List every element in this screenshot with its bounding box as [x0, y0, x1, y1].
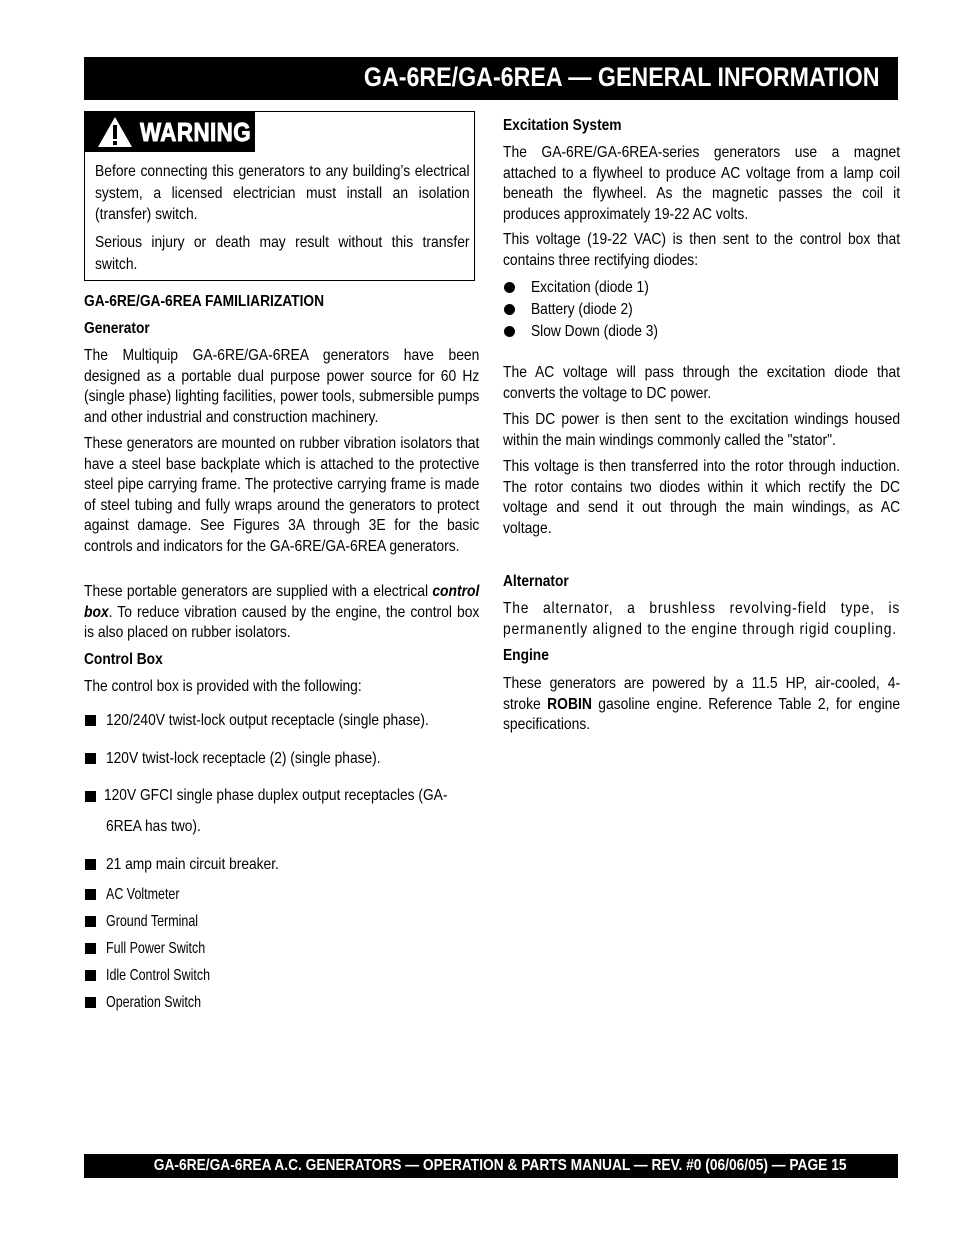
- list-item: AC Voltmeter: [106, 886, 180, 903]
- warning-label: WARNING: [140, 117, 252, 147]
- list-item: Excitation (diode 1): [531, 279, 649, 296]
- warning-text-2: Serious injury or death may result without this transfer switch.: [95, 234, 470, 273]
- list-item: Slow Down (diode 3): [531, 323, 658, 340]
- list-bullet: [504, 282, 515, 293]
- list-bullet: [504, 326, 515, 337]
- engine-heading: Engine: [503, 647, 549, 664]
- footer-text: GA-6RE/GA-6REA A.C. GENERATORS — OPERATION & PARTS MANUAL — REV. #0 (06/06/05) — PAGE 15: [153, 1157, 846, 1174]
- control-box-emphasis: control box: [84, 583, 480, 621]
- list-item: 120V GFCI single phase duplex output receptacles (GA-: [104, 787, 448, 804]
- engine-paragraph: These generators are powered by a 11.5 HP, air-cooled, 4-stroke ROBIN gasoline engine. Reference Table 2, for engine specifications.: [503, 675, 901, 733]
- generator-paragraph-1: The Multiquip GA-6RE/GA-6REA generators have been designed as a portable dual purpose power source for 60 Hz (single phase) lighting facilities, power tools, submersible pumps and other industrial and construction machinery.: [84, 347, 480, 426]
- list-item: Operation Switch: [106, 994, 202, 1011]
- alternator-paragraph: The alternator, a brushless revolving-field type, is permanently aligned to the engine through rigid coupling.: [503, 600, 901, 638]
- generator-paragraph-3: These portable generators are supplied with a electrical control box. To reduce vibration caused by the engine, the control box is also placed on rubber isolators.: [84, 583, 480, 641]
- warning-text-1: Before connecting this generators to any building’s electrical system, a licensed electrician must install an isolation (transfer) switch.: [95, 163, 470, 223]
- list-bullet: [85, 715, 96, 726]
- excitation-paragraph-1: The GA-6RE/GA-6REA-series generators use a magnet attached to a flywheel to produce AC voltage from a lamp coil beneath the flywheel. As the magnetic passes the coil it produces approximately 19-22 AC volts.: [503, 144, 901, 223]
- excitation-paragraph-3: The AC voltage will pass through the excitation diode that converts the voltage to DC power.: [503, 364, 901, 402]
- alternator-heading: Alternator: [503, 573, 569, 590]
- excitation-paragraph-4: This DC power is then sent to the excitation windings housed within the main windings commonly called the "stator".: [503, 411, 901, 449]
- list-item: Ground Terminal: [106, 913, 199, 930]
- list-bullet: [85, 753, 96, 764]
- generator-heading: Generator: [84, 320, 150, 337]
- list-bullet: [85, 970, 96, 981]
- robin-brand: ROBIN: [547, 695, 592, 713]
- excitation-paragraph-5: This voltage is then transferred into the rotor through induction. The rotor contains two diodes within it which rectify the DC voltage and send it out through the main windings, as AC voltage.: [503, 458, 901, 537]
- warning-triangle-icon: [97, 116, 133, 148]
- list-bullet: [85, 997, 96, 1008]
- list-item: 120/240V twist-lock output receptacle (single phase).: [106, 712, 429, 729]
- list-item: 21 amp main circuit breaker.: [106, 856, 279, 873]
- list-item: Full Power Switch: [106, 940, 206, 957]
- page-title: GA-6RE/GA-6REA — GENERAL INFORMATION: [364, 62, 880, 92]
- warning-badge: [85, 112, 255, 152]
- list-bullet: [85, 943, 96, 954]
- control-box-heading: Control Box: [84, 651, 163, 668]
- control-box-intro: The control box is provided with the following:: [84, 678, 362, 695]
- excitation-heading: Excitation System: [503, 117, 622, 134]
- section-title: GA-6RE/GA-6REA FAMILIARIZATION: [84, 293, 325, 310]
- list-bullet: [85, 889, 96, 900]
- list-item: Idle Control Switch: [106, 967, 211, 984]
- list-item: 120V twist-lock receptacle (2) (single phase).: [106, 750, 381, 767]
- generator-paragraph-2: These generators are mounted on rubber vibration isolators that have a steel base backplate which is attached to the protective steel pipe carrying frame. The protective carrying frame is made of steel tubing and fully wraps around the generators to protect against damage. See Figures 3A through 3E for the basic controls and indicators for the GA-6RE/GA-6REA generators.: [84, 435, 480, 555]
- list-item-continuation: 6REA has two).: [106, 818, 201, 835]
- page-title-bar: [84, 57, 898, 100]
- footer-bar: [84, 1154, 898, 1178]
- list-bullet: [85, 916, 96, 927]
- list-item: Battery (diode 2): [531, 301, 633, 318]
- warning-box: [84, 111, 475, 281]
- list-bullet: [85, 859, 96, 870]
- excitation-paragraph-2: This voltage (19-22 VAC) is then sent to the control box that contains three rectifying diodes:: [503, 231, 901, 269]
- list-bullet: [85, 791, 96, 802]
- list-bullet: [504, 304, 515, 315]
